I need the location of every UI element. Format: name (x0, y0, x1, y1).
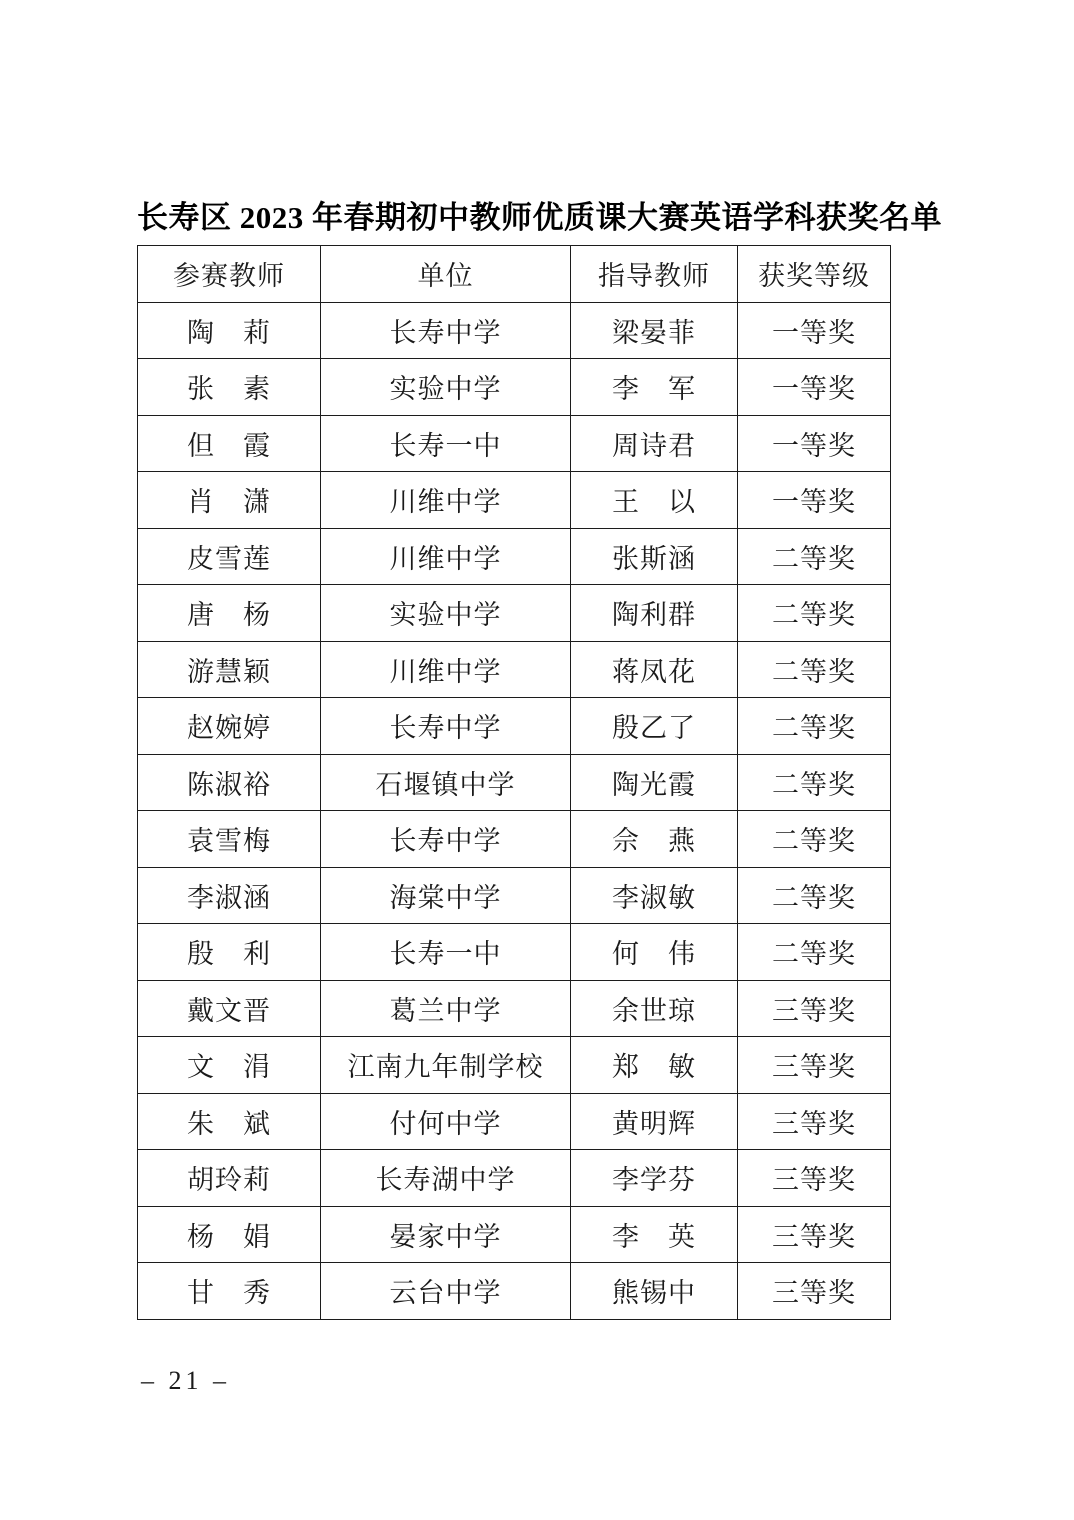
table-cell: 二等奖 (738, 585, 891, 642)
table-cell: 三等奖 (738, 980, 891, 1037)
table-cell: 长寿湖中学 (321, 1150, 571, 1207)
table-cell: 二等奖 (738, 924, 891, 981)
column-header: 获奖等级 (738, 246, 891, 303)
table-cell: 佘 燕 (571, 811, 738, 868)
table-cell: 陶利群 (571, 585, 738, 642)
table-header (138, 246, 891, 303)
table-cell: 长寿中学 (321, 811, 571, 868)
table-cell: 陶光霞 (571, 754, 738, 811)
table-cell: 熊锡中 (571, 1263, 738, 1320)
table-cell: 长寿中学 (321, 302, 571, 359)
table-cell: 二等奖 (738, 754, 891, 811)
table-cell: 三等奖 (738, 1037, 891, 1094)
table-cell: 殷 利 (138, 924, 321, 981)
table-cell: 甘 秀 (138, 1263, 321, 1320)
table-row (138, 359, 891, 416)
table-cell: 一等奖 (738, 359, 891, 416)
table-cell: 云台中学 (321, 1263, 571, 1320)
table-cell: 张 素 (138, 359, 321, 416)
table-cell: 三等奖 (738, 1150, 891, 1207)
table-cell: 文 涓 (138, 1037, 321, 1094)
table-cell: 长寿中学 (321, 698, 571, 755)
table-cell: 石堰镇中学 (321, 754, 571, 811)
table-cell: 川维中学 (321, 641, 571, 698)
table-row (138, 1093, 891, 1150)
table-cell: 实验中学 (321, 359, 571, 416)
table-cell: 唐 杨 (138, 585, 321, 642)
column-header: 单位 (321, 246, 571, 303)
table-body (138, 302, 891, 1319)
table-cell: 但 霞 (138, 415, 321, 472)
table-cell: 二等奖 (738, 811, 891, 868)
table-cell: 二等奖 (738, 698, 891, 755)
column-header: 指导教师 (571, 246, 738, 303)
table-row (138, 528, 891, 585)
table-cell: 葛兰中学 (321, 980, 571, 1037)
table-cell: 蒋凤花 (571, 641, 738, 698)
table-cell: 胡玲莉 (138, 1150, 321, 1207)
column-header: 参赛教师 (138, 246, 321, 303)
table-cell: 游慧颖 (138, 641, 321, 698)
table-row (138, 472, 891, 529)
table-cell: 江南九年制学校 (321, 1037, 571, 1094)
table-cell: 川维中学 (321, 528, 571, 585)
table-cell: 晏家中学 (321, 1206, 571, 1263)
table-cell: 付何中学 (321, 1093, 571, 1150)
table-row (138, 754, 891, 811)
table-cell: 殷乙了 (571, 698, 738, 755)
table-row (138, 867, 891, 924)
table-cell: 梁晏菲 (571, 302, 738, 359)
awards-table (137, 245, 891, 1320)
table-cell: 陈淑裕 (138, 754, 321, 811)
table-cell: 陶 莉 (138, 302, 321, 359)
table-cell: 黄明辉 (571, 1093, 738, 1150)
header-row (138, 246, 891, 303)
table-cell: 一等奖 (738, 472, 891, 529)
table-row (138, 415, 891, 472)
table-cell: 二等奖 (738, 867, 891, 924)
table-cell: 三等奖 (738, 1206, 891, 1263)
table-cell: 朱 斌 (138, 1093, 321, 1150)
table-cell: 郑 敏 (571, 1037, 738, 1094)
table-row (138, 924, 891, 981)
table-cell: 一等奖 (738, 302, 891, 359)
table-cell: 实验中学 (321, 585, 571, 642)
table-cell: 长寿一中 (321, 924, 571, 981)
table-cell: 张斯涵 (571, 528, 738, 585)
table-cell: 王 以 (571, 472, 738, 529)
table-cell: 赵婉婷 (138, 698, 321, 755)
table-row (138, 641, 891, 698)
table-cell: 戴文晋 (138, 980, 321, 1037)
table-cell: 李淑涵 (138, 867, 321, 924)
table-cell: 杨 娟 (138, 1206, 321, 1263)
table-cell: 二等奖 (738, 528, 891, 585)
table-row (138, 980, 891, 1037)
table-row (138, 811, 891, 868)
table-cell: 周诗君 (571, 415, 738, 472)
table-cell: 李 英 (571, 1206, 738, 1263)
table-cell: 长寿一中 (321, 415, 571, 472)
table-cell: 余世琼 (571, 980, 738, 1037)
table-row (138, 1037, 891, 1094)
table-cell: 袁雪梅 (138, 811, 321, 868)
table-cell: 二等奖 (738, 641, 891, 698)
table-row (138, 1150, 891, 1207)
table-row (138, 698, 891, 755)
table-cell: 李淑敏 (571, 867, 738, 924)
table-cell: 三等奖 (738, 1263, 891, 1320)
table-cell: 李学芬 (571, 1150, 738, 1207)
table-cell: 皮雪莲 (138, 528, 321, 585)
table-cell: 一等奖 (738, 415, 891, 472)
table-row (138, 1263, 891, 1320)
table-cell: 何 伟 (571, 924, 738, 981)
table-row (138, 1206, 891, 1263)
table-row (138, 302, 891, 359)
table-cell: 海棠中学 (321, 867, 571, 924)
table-cell: 川维中学 (321, 472, 571, 529)
page-number: – 21 – (141, 1366, 230, 1395)
table-cell: 三等奖 (738, 1093, 891, 1150)
document-title: 长寿区 2023 年春期初中教师优质课大赛英语学科获奖名单 (137, 200, 942, 235)
table-cell: 李 军 (571, 359, 738, 416)
table-cell: 肖 潇 (138, 472, 321, 529)
table-row (138, 585, 891, 642)
